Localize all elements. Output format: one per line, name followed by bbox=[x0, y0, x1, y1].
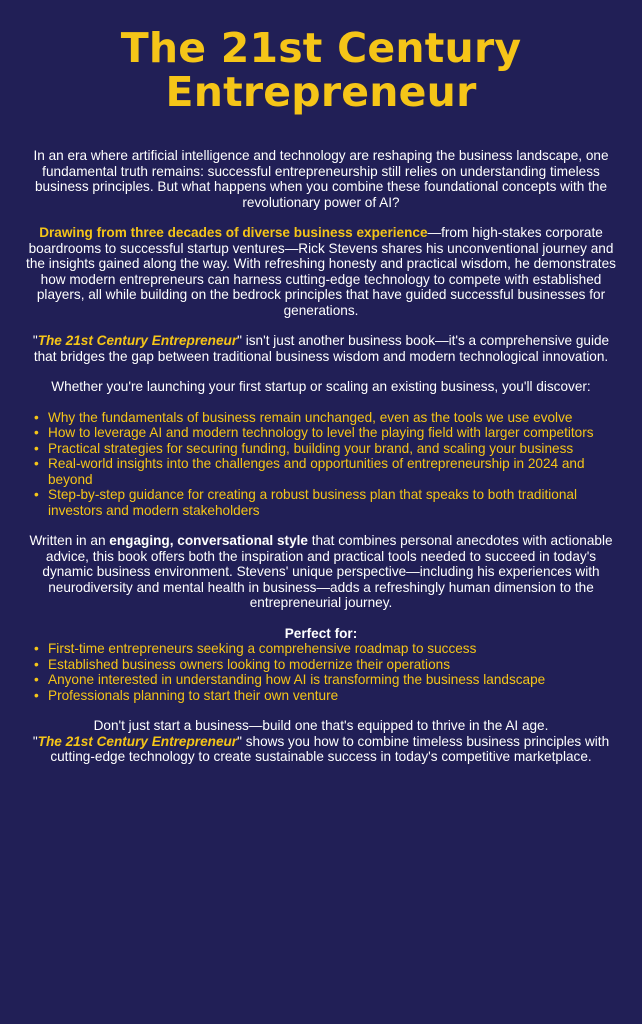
perfect-for-heading: Perfect for: bbox=[284, 625, 358, 641]
experience-text: —from high-stakes corporate boardrooms to successful startup ventures—Rick Stevens shares his unconventional journey and the insights gained along the way. With refreshing honesty and practical wisdom, he demonstrates how modern entrepreneurs can harness cutting-edge technology to compete with established players, all while building on the bedrock principles that have guided successful businesses for generations. bbox=[26, 225, 616, 318]
experience-highlight: Drawing from three decades of diverse business experience bbox=[39, 225, 428, 240]
guide-text: " isn't just another business book—it's a comprehensive guide that bridges the gap between traditional business wisdom and modern technological innovation. bbox=[33, 333, 610, 364]
style-bold-phrase: engaging, conversational style bbox=[109, 533, 308, 548]
list-item: • How to leverage AI and modern technology to level the playing field with larger competitors bbox=[34, 425, 620, 441]
list-item: • Step-by-step guidance for creating a robust business plan that speaks to both traditional investors and modern stakeholders bbox=[34, 487, 620, 518]
list-item: • Practical strategies for securing funding, building your brand, and scaling your business bbox=[34, 441, 620, 457]
closing-line-1: Don't just start a business—build one that's equipped to thrive in the AI age. bbox=[93, 718, 549, 733]
discover-intro: Whether you're launching your first startup or scaling an existing business, you'll discover: bbox=[51, 379, 591, 394]
description-body bbox=[22, 148, 620, 765]
list-item: • Anyone interested in understanding how AI is transforming the business landscape bbox=[34, 672, 620, 688]
guide-open-quote: " bbox=[32, 333, 38, 348]
style-text-before: Written in an bbox=[29, 533, 110, 548]
intro-paragraph: In an era where artificial intelligence and technology are reshaping the business landscape, one fundamental truth remains: successful entrepreneurship still relies on understanding timeless business principles. But what happens when you combine these foundational concepts with the revolutionary power of AI? bbox=[33, 148, 609, 210]
guide-paragraph bbox=[22, 333, 620, 364]
list-item: • First-time entrepreneurs seeking a comprehensive roadmap to success bbox=[34, 641, 620, 657]
closing-open-quote: " bbox=[32, 733, 38, 749]
closing-book-title: The 21st Century Entrepreneur bbox=[37, 733, 238, 749]
closing-paragraph bbox=[22, 718, 620, 765]
discover-list bbox=[22, 410, 620, 519]
perfect-for-list bbox=[22, 641, 620, 703]
guide-book-title: The 21st Century Entrepreneur bbox=[37, 333, 238, 348]
list-item: • Professionals planning to start their own venture bbox=[34, 688, 620, 704]
book-title-heading bbox=[22, 0, 620, 114]
closing-text: " shows you how to combine timeless business principles with cutting-edge technology to create sustainable success in today's competitive marketplace. bbox=[50, 733, 610, 764]
list-item: • Established business owners looking to modernize their operations bbox=[34, 657, 620, 673]
list-item: • Real-world insights into the challenges and opportunities of entrepreneurship in 2024 and beyond bbox=[34, 456, 620, 487]
experience-paragraph bbox=[22, 225, 620, 318]
title-line-2: Entrepreneur bbox=[165, 68, 477, 116]
style-text-after: that combines personal anecdotes with actionable advice, this book offers both the inspiration and practical tools needed to succeed in today's dynamic business environment. Stevens' unique perspective—including his experiences with neurodiversity and mental health in business—adds a refreshingly human dimension to the entrepreneurial journey. bbox=[42, 533, 613, 610]
list-item: • Why the fundamentals of business remain unchanged, even as the tools we use evolve bbox=[34, 410, 620, 426]
title-line-1: The 21st Century bbox=[120, 24, 522, 72]
style-paragraph bbox=[22, 533, 620, 611]
